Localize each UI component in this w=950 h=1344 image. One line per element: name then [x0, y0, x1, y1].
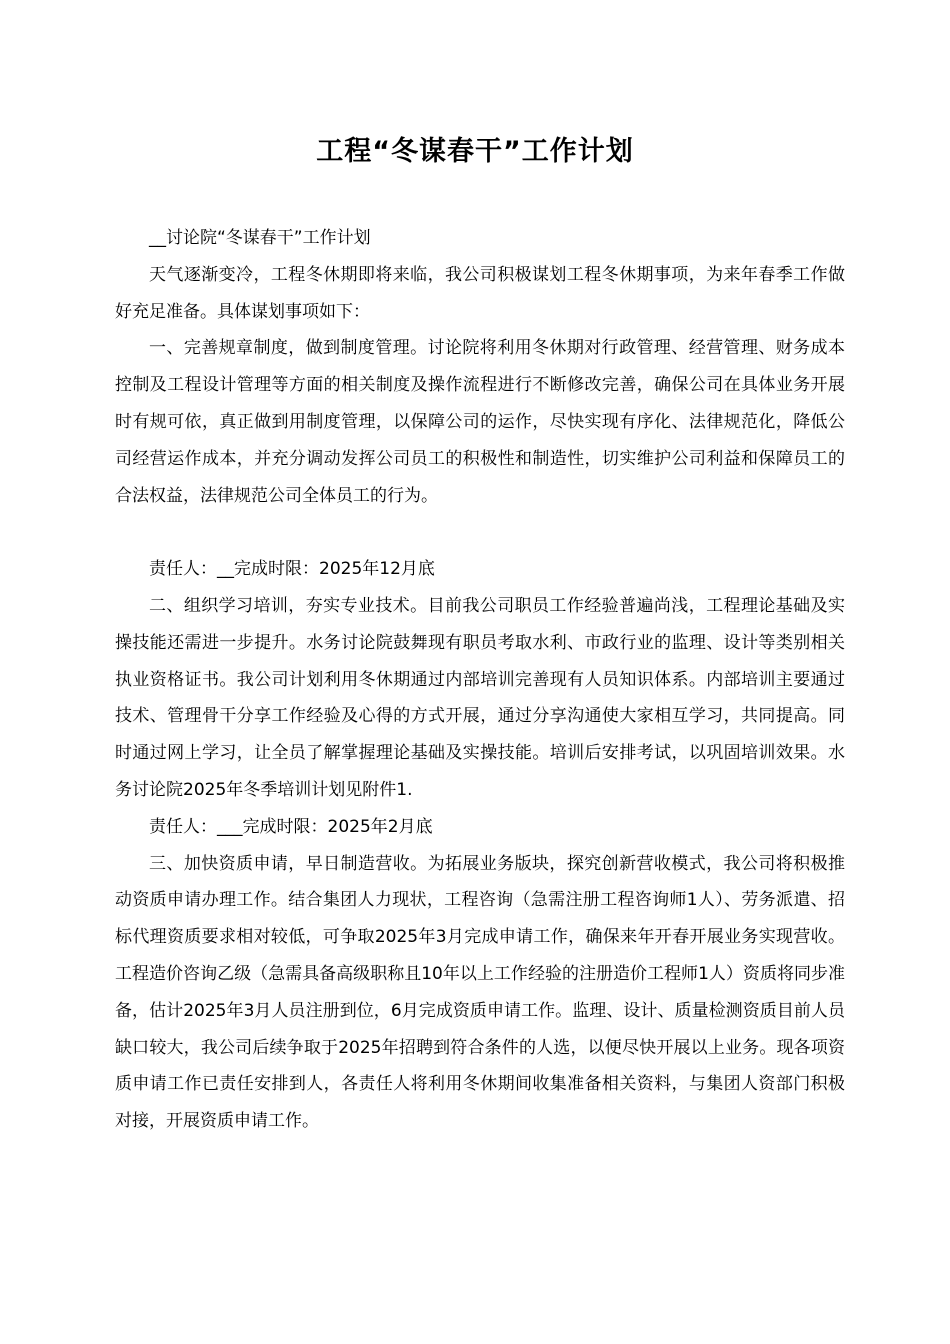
paragraph-intro: 天气逐渐变冷，工程冬休期即将来临，我公司积极谋划工程冬休期事项，为来年春季工作做好充足准备。具体谋划事项如下：	[115, 264, 845, 322]
paragraph-section-3: 三、加快资质申请，早日制造营收。为拓展业务版块，探究创新营收模式，我公司将积极推动资质申请办理工作。结合集团人力现状，工程咨询（急需注册工程咨询师1人）、劳务派遣、招标代理资质要求相对较低，可争取2025年3月完成申请工作，确保来年开春开展业务实现营收。工程造价咨询乙级（急需具备高级职称且10年以上工作经验的注册造价工程师1人）资质将同步准备，估计2025年3月人员注册到位，6月完成资质申请工作。监理、设计、质量检测资质目前人员缺口较大，我公司后续争取于2025年招聘到符合条件的人选，以便尽快开展以上业务。现各项资质申请工作已责任安排到人，各责任人将利用冬休期间收集准备相关资料，与集团人资部门积极对接，开展资质申请工作。	[115, 853, 845, 1132]
paragraph-section-1: 一、完善规章制度，做到制度管理。讨论院将利用冬休期对行政管理、经营管理、财务成本控制及工程设计管理等方面的相关制度及操作流程进行不断修改完善，确保公司在具体业务开展时有规可依，真正做到用制度管理，以保障公司的运作，尽快实现有序化、法律规范化，降低公司经营运作成本，并充分调动发挥公司员工的积极性和制造性，切实维护公司利益和保障员工的合法权益，法律规范公司全体员工的行为。	[115, 338, 845, 506]
paragraph-responsible-1: 责任人：__完成时限：2025年12月底	[149, 559, 435, 580]
document-title: 工程“冬谋春干”工作计划	[316, 136, 634, 167]
paragraph-section-2: 二、组织学习培训，夯实专业技术。目前我公司职员工作经验普遍尚浅，工程理论基础及实操技能还需进一步提升。水务讨论院鼓舞现有职员考取水利、市政行业的监理、设计等类别相关执业资格证书。我公司计划利用冬休期通过内部培训完善现有人员知识体系。内部培训主要通过技术、管理骨干分享工作经验及心得的方式开展，通过分享沟通使大家相互学习，共同提高。同时通过网上学习，让全员了解掌握理论基础及实操技能。培训后安排考试，以巩固培训效果。水务讨论院2025年冬季培训计划见附件1.	[115, 595, 845, 800]
document-body	[115, 220, 845, 1140]
blank-line	[115, 514, 845, 551]
paragraph-subtitle: __讨论院“冬谋春干”工作计划	[149, 228, 371, 248]
paragraph-responsible-2: 责任人：___完成时限：2025年2月底	[149, 816, 433, 837]
